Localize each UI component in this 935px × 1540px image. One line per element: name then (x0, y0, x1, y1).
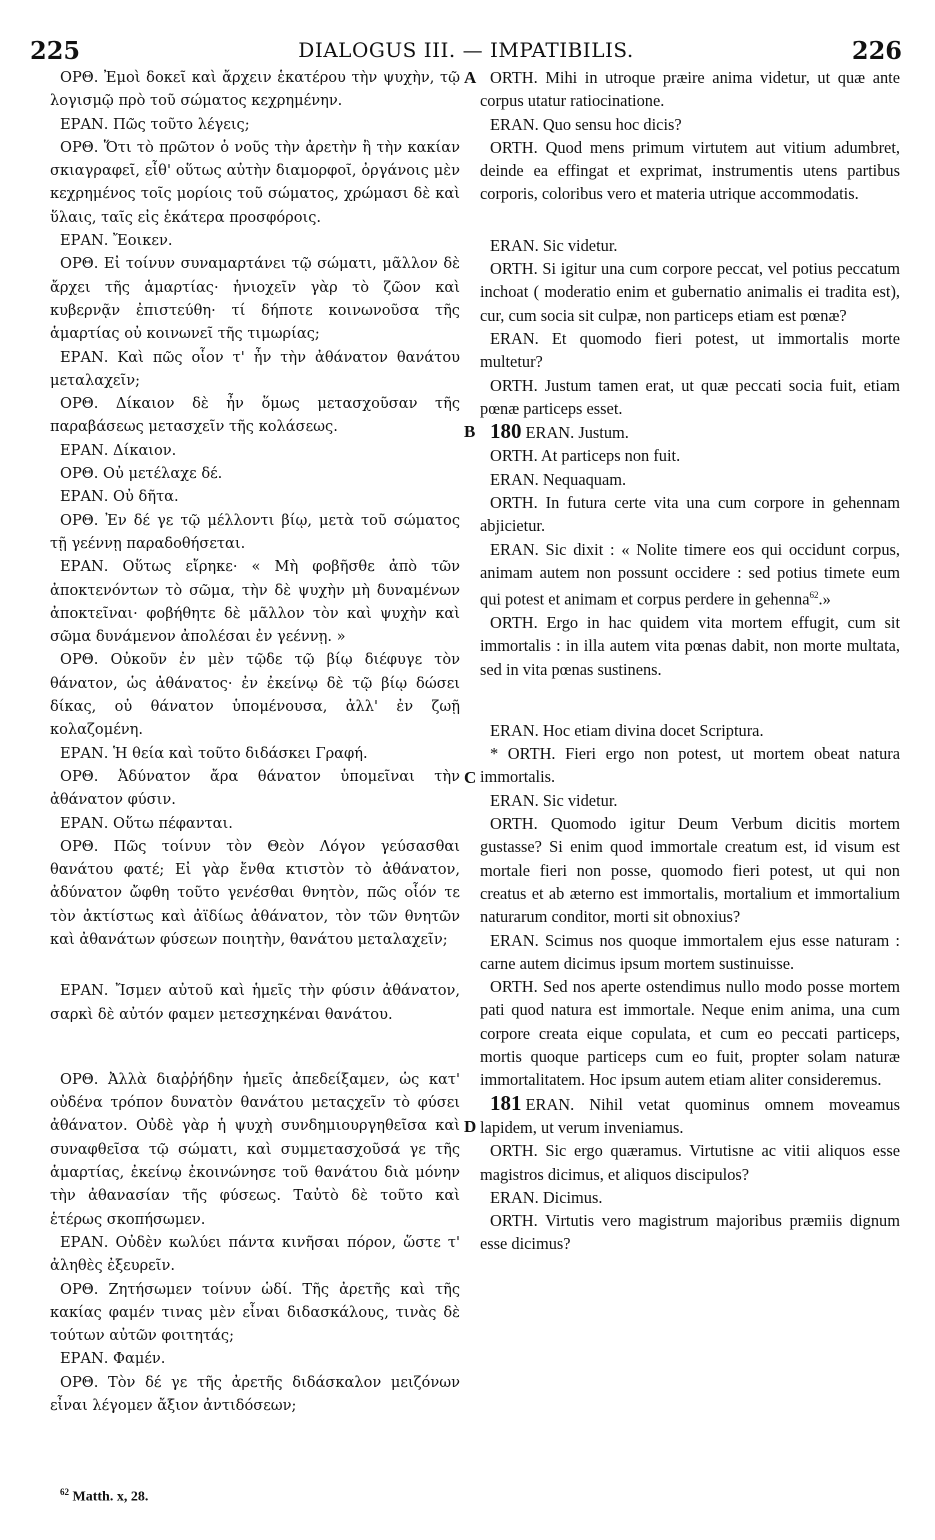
greek-paragraph: ΕΡΑΝ. Καὶ πῶς οἷον τ' ἦν τὴν ἀθάνατον θανάτου μεταλαχεῖν; (50, 348, 460, 389)
greek-paragraph: ΕΡΑΝ. Οὕτω πέφανται. (60, 814, 233, 832)
greek-paragraph: ΕΡΑΝ. Οὕτως εἴρηκε· « Μὴ φοβῆσθε ἀπὸ τῶν ἀποκτενόντων τὸ σῶμα, τὴν δὲ ψυχὴν μὴ δυναμένων ἀποκτεῖναι· φοβήθητε δὲ μᾶλλον τὸν καὶ ψυχὴν καὶ σῶμα δυνάμενον ἀπολέσαι ἐν γεέννῃ. » (50, 558, 460, 646)
greek-paragraph: ΟΡΘ. Πῶς τοίνυν τὸν Θεὸν Λόγον γεύσασθαι θανάτου φατέ; Εἰ γὰρ ἔνθα κτιστὸν τὸ ἀθάνατον, ἀδύνατον ὤφθη τοῦτο γενέσθαι θνητὸν, πῶς οἷόν τε τὸν ἀκτίστως καὶ ἀϊδίως ἀθάνατον, τὸν τῶν θνητῶν καὶ ἀθανάτων φύσεων ποιητὴν, θανάτου μεταλαχεῖν; (50, 837, 460, 948)
latin-paragraph: ORTH. In futura certe vita una cum corpore in gehennam abjicietur. (480, 493, 900, 536)
latin-column (480, 66, 900, 1256)
footnote-text: Matth. x, 28. (72, 1489, 149, 1505)
latin-paragraph-text: ERAN. Sic dixit : « Nolite timere eos qui occidunt corpus, animam autem non possunt occidere : sed potius timete eum qui potest et animam et corpus perdere in gehenna (480, 539, 900, 609)
section-number-181: 181 (490, 1090, 522, 1115)
latin-paragraph: ORTH. Sed nos aperte ostendimus nullo modo posse mortem pati quod natura est immortale. Neque enim anima, una cum corpore creata eique copulata, et cum eo peccati particeps, mortis quoque particeps cum eo fuit, propter solam naturæ immortalitatem. Hoc ipsum autem etiam aliter consideremus. (480, 977, 900, 1090)
latin-paragraph: ORTH. At particeps non fuit. (490, 446, 681, 466)
latin-paragraph: ERAN. Dicimus. (490, 1187, 603, 1207)
greek-paragraph: ΟΡΘ. Τὸν δέ γε τῆς ἀρετῆς διδάσκαλον μειζόνων εἶναι λέγομεν ἄξιον ἀντιδόσεων; (50, 1373, 460, 1415)
latin-paragraph (480, 538, 900, 611)
greek-paragraph: ΟΡΘ. Οὐ μετέλαχε δέ. (60, 465, 223, 483)
latin-paragraph: ORTH. Justum tamen erat, ut quæ peccati socia fuit, etiam pœnæ particeps esset. (480, 375, 900, 418)
greek-column (50, 66, 460, 1417)
latin-paragraph: ERAN. Nequaquam. (490, 469, 627, 489)
footnote (60, 1487, 148, 1506)
latin-paragraph: ERAN. Et quomodo fieri potest, ut immortalis morte multetur? (480, 328, 900, 372)
latin-paragraph-text: ERAN. Justum. (525, 423, 629, 443)
latin-paragraph: ORTH. Sic ergo quæramus. Virtutisne ac vitii aliquos esse magistros dicimus, et aliquos discipulos? (480, 1141, 900, 1184)
margin-marker-c: C (464, 768, 477, 787)
greek-paragraph: ΕΡΑΝ. Ἴσμεν αὐτοῦ καὶ ἡμεῖς τὴν φύσιν ἀθάνατον, σαρκὶ δὲ αὐτόν φαμεν μετεσχηκέναι θανάτου. (50, 982, 460, 1023)
greek-paragraph: ΟΡΘ. Ἀλλὰ διαῤῥήδην ἡμεῖς ἀπεδείξαμεν, ὡς κατ' οὐδένα τρόπον δυνατὸν θανάτου μεταςχεῖν τὸ φύσει ἀθάνατον. Οὐδὲ γὰρ ἡ ψυχὴ συνδημιουργηθεῖσα καὶ συναφθεῖσα τῷ σώματι, καὶ συμμετασχοῦσά γε τῆς ἁμαρτίας, ἐκείνῳ ἐκοινώνησε τοῦ θανάτου διὰ μόνην τὴν ἀθανασίαν τῆς φύσεως. Ταὐτὸ δὲ τοῦτο καὶ ἑτέρως σκοπήσωμεν. (50, 1070, 460, 1228)
section-number-180: 180 (490, 419, 522, 444)
greek-paragraph: ΟΡΘ. Δίκαιον δὲ ἦν ὅμως μετασχοῦσαν τῆς παραβάσεως μετασχεῖν τῆς κολάσεως. (50, 395, 460, 436)
greek-paragraph: ΟΡΘ. Ἐμοὶ δοκεῖ καὶ ἄρχειν ἑκατέρου τὴν ψυχὴν, τῷ λογισμῷ πρὸ τοῦ σώματος κεχρημένην. (50, 69, 460, 110)
page-number-right: 226 (851, 36, 902, 65)
latin-paragraph: ERAN. Hoc etiam divina docet Scriptura. (490, 720, 764, 740)
latin-paragraph: ERAN. Scimus nos quoque immortalem ejus esse naturam : carne autem dicimus ipsum mortem sustinuisse. (480, 930, 900, 973)
greek-paragraph: ΟΡΘ. Οὐκοῦν ἐν μὲν τῷδε τῷ βίῳ διέφυγε τὸν θάνατον, ὡς ἀθάνατος· ἐν ἐκείνῳ δὲ τῷ βίῳ δώσει δίκας, οὐ θάνατον ὑπομένουσα, ἀλλ' ἐν ζωῇ κολαζομένη. (50, 651, 460, 739)
latin-paragraph: ORTH. Virtutis vero magistrum majoribus præmiis dignum esse dicimus? (480, 1211, 900, 1254)
latin-paragraph (480, 1092, 900, 1140)
latin-paragraph: ORTH. Mihi in utroque præire anima videtur, ut quæ ante corpus utatur ratiocinatione. (480, 68, 900, 111)
greek-paragraph: ΕΡΑΝ. Πῶς τοῦτο λέγεις; (60, 115, 250, 133)
latin-paragraph: ERAN. Quo sensu hoc dicis? (490, 114, 682, 134)
greek-paragraph: ΟΡΘ. Ἀδύνατον ἄρα θάνατον ὑπομεῖναι τὴν ἀθάνατον φύσιν. (50, 767, 460, 809)
latin-paragraph (480, 420, 900, 444)
quote-close: .» (818, 589, 831, 609)
latin-paragraph-text: ERAN. Nihil vetat quominus omnem moveamus lapidem, ut verum inveniamus. (480, 1094, 900, 1137)
greek-paragraph: ΟΡΘ. Εἰ τοίνυν συναμαρτάνει τῷ σώματι, μᾶλλον δὲ ἄρχει τῆς ἁμαρτίας· ἡνιοχεῖν γὰρ τὸ ζῶον καὶ κυβερνᾷν ἐπιστεύθη· τί δήποτε κοινωνοῦσα τῆς ἁμαρτίας οὐ κοινωνεῖ τῆς τιμωρίας; (50, 255, 460, 343)
greek-paragraph: ΟΡΘ. Ζητήσωμεν τοίνυν ὡδί. Τῆς ἀρετῆς καὶ τῆς κακίας φαμέν τινας μὲν εἶναι διδασκάλους, τινὰς δὲ τούτων αὐτῶν φοιτητάς; (50, 1280, 460, 1345)
greek-paragraph: ΕΡΑΝ. Ἔοικεν. (60, 232, 173, 250)
greek-paragraph: ΕΡΑΝ. Ἡ θεία καὶ τοῦτο διδάσκει Γραφή. (60, 744, 368, 762)
greek-paragraph: ΟΡΘ. Ἐν δέ γε τῷ μέλλοντι βίῳ, μετὰ τοῦ σώματος τῇ γεέννῃ παραδοθήσεται. (50, 511, 460, 552)
greek-paragraph: ΕΡΑΝ. Δίκαιον. (60, 441, 177, 459)
latin-paragraph: * ORTH. Fieri ergo non potest, ut mortem obeat natura immortalis. (480, 744, 900, 787)
greek-paragraph: ΕΡΑΝ. Οὐδὲν κωλύει πάντα κινῆσαι πόρον, ὥστε τ' ἀληθὲς ἐξευρεῖν. (50, 1233, 460, 1275)
latin-paragraph: ORTH. Ergo in hac quidem vita mortem effugit, cum sit immortalis : in illa autem vita pœnas dabit, non morte multata, sed in vita pœnas sustinens. (480, 613, 900, 679)
page-number-left: 225 (30, 36, 81, 65)
greek-paragraph: ΕΡΑΝ. Οὐ δῆτα. (60, 488, 179, 506)
margin-marker-b: B (464, 422, 476, 441)
page-header (30, 36, 902, 66)
running-title: DIALOGUS III. — IMPATIBILIS. (298, 38, 634, 62)
latin-paragraph: ERAN. Sic videtur. (490, 790, 618, 810)
footnote-reference: 62 (809, 590, 819, 601)
latin-paragraph: ERAN. Sic videtur. (490, 235, 618, 255)
latin-paragraph: ORTH. Si igitur una cum corpore peccat, vel potius peccatum inchoat ( moderatio enim et gubernatio animalis ei tradita est), cur, cum socia sit culpæ, non particeps etiam est pœnæ? (480, 259, 900, 325)
footnote-mark: 62 (60, 1487, 69, 1497)
margin-marker-d: D (464, 1117, 477, 1136)
latin-paragraph: ORTH. Quomodo igitur Deum Verbum dicitis mortem gustasse? Si enim quod immortale creatum est, id visum est mortale fieri non posse, quomodo fieri potest, ut qui non creatus et ab æterno est immortalis, mortalium et immortalium naturarum conditor, morti sit obnoxius? (480, 814, 900, 927)
margin-marker-a: A (464, 68, 477, 87)
greek-paragraph: ΕΡΑΝ. Φαμέν. (60, 1350, 166, 1368)
latin-paragraph: ORTH. Quod mens primum virtutem aut vitium adumbret, deinde ea effingat et exprimat, instrumentis utens partibus corporis, coloribus vero et materia utrique accommodatis. (480, 137, 900, 204)
greek-paragraph: ΟΡΘ. Ὅτι τὸ πρῶτον ὁ νοῦς τὴν ἀρετὴν ἢ τὴν κακίαν σκιαγραφεῖ, εἶθ' οὕτως αὐτὴν διαμορφοῖ, ὀργάνοις μὲν κεχρημένος τοῖς μορίοις τοῦ σώματος, χρώμασι δὲ καὶ ὕλαις, ταῖς εἰς ἑκάτερα προσφόροις. (50, 138, 460, 226)
